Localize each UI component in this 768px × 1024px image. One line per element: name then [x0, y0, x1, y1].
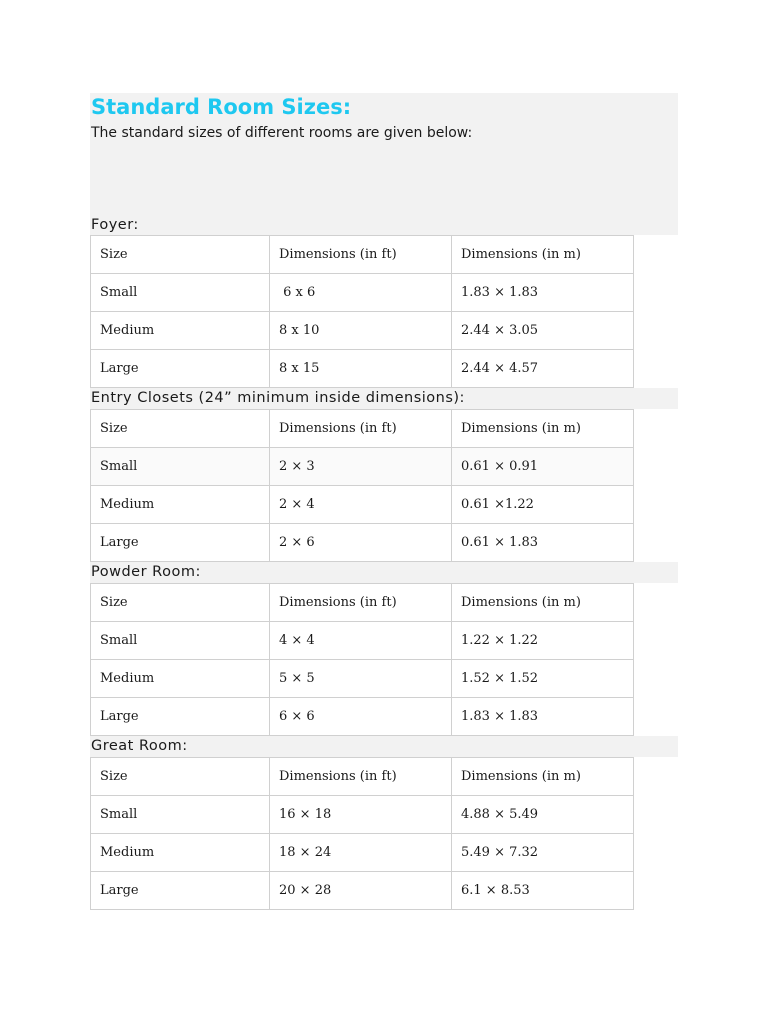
- table-cell: 4.88 × 5.49: [452, 796, 634, 834]
- table-header-row: [91, 236, 634, 274]
- table-row: [91, 448, 634, 486]
- table-cell: 1.52 × 1.52: [452, 660, 634, 698]
- table-cell: 1.22 × 1.22: [452, 622, 634, 660]
- table-cell: 0.61 × 0.91: [452, 448, 634, 486]
- section-heading-foyer: Foyer:: [91, 217, 139, 233]
- table-cell: Large: [91, 872, 270, 910]
- table-cell: 5.49 × 7.32: [452, 834, 634, 872]
- table-cell: 6 × 6: [270, 698, 452, 736]
- page-title: Standard Room Sizes:: [91, 95, 352, 119]
- table-row: [91, 698, 634, 736]
- table-cell: Small: [91, 448, 270, 486]
- table-row: [91, 350, 634, 388]
- section-heading-powder-room: Powder Room:: [90, 562, 678, 583]
- table-cell: Large: [91, 524, 270, 562]
- table-cell: 2 × 3: [270, 448, 452, 486]
- table-row: [91, 312, 634, 350]
- table-row: [91, 796, 634, 834]
- table-cell: Medium: [91, 312, 270, 350]
- table-cell: 2.44 × 4.57: [452, 350, 634, 388]
- table-cell: 5 × 5: [270, 660, 452, 698]
- table-cell: Small: [91, 274, 270, 312]
- table-header-row: [91, 410, 634, 448]
- table-cell: 2 × 4: [270, 486, 452, 524]
- table-cell: 8 x 15: [270, 350, 452, 388]
- table-row: [91, 486, 634, 524]
- table-row: [91, 660, 634, 698]
- intro-band: [90, 93, 678, 235]
- table-cell: 0.61 × 1.83: [452, 524, 634, 562]
- table-cell: 20 × 28: [270, 872, 452, 910]
- header-cell-size: Size: [91, 236, 270, 274]
- table-cell: 18 × 24: [270, 834, 452, 872]
- table-cell: 1.83 × 1.83: [452, 274, 634, 312]
- table-row: [91, 524, 634, 562]
- table-cell: 2.44 × 3.05: [452, 312, 634, 350]
- header-cell-m: Dimensions (in m): [452, 758, 634, 796]
- header-cell-size: Size: [91, 410, 270, 448]
- table-row: [91, 274, 634, 312]
- table-cell: 2 × 6: [270, 524, 452, 562]
- section-heading-great-room: Great Room:: [90, 736, 678, 757]
- table-great-room: [90, 757, 634, 910]
- header-cell-ft: Dimensions (in ft): [270, 584, 452, 622]
- intro-text: The standard sizes of different rooms are given below:: [91, 125, 473, 141]
- table-header-row: [91, 584, 634, 622]
- table-row: [91, 834, 634, 872]
- table-cell: 0.61 ×1.22: [452, 486, 634, 524]
- table-cell: 4 × 4: [270, 622, 452, 660]
- header-cell-m: Dimensions (in m): [452, 236, 634, 274]
- table-header-row: [91, 758, 634, 796]
- header-cell-m: Dimensions (in m): [452, 584, 634, 622]
- table-cell: Medium: [91, 834, 270, 872]
- table-cell: 8 x 10: [270, 312, 452, 350]
- table-cell: 1.83 × 1.83: [452, 698, 634, 736]
- table-powder-room: [90, 583, 634, 736]
- table-cell: 6.1 × 8.53: [452, 872, 634, 910]
- header-cell-ft: Dimensions (in ft): [270, 236, 452, 274]
- table-entry-closets: [90, 409, 634, 562]
- table-cell: Small: [91, 622, 270, 660]
- section-heading-entry-closets: Entry Closets (24” minimum inside dimensions):: [90, 388, 678, 409]
- table-cell: Small: [91, 796, 270, 834]
- table-row: [91, 622, 634, 660]
- table-row: [91, 872, 634, 910]
- header-cell-ft: Dimensions (in ft): [270, 410, 452, 448]
- header-cell-ft: Dimensions (in ft): [270, 758, 452, 796]
- header-cell-size: Size: [91, 584, 270, 622]
- table-cell: Large: [91, 350, 270, 388]
- header-cell-m: Dimensions (in m): [452, 410, 634, 448]
- table-foyer: [90, 235, 634, 388]
- document-page: [90, 93, 678, 910]
- header-cell-size: Size: [91, 758, 270, 796]
- table-cell: 16 × 18: [270, 796, 452, 834]
- table-cell: Large: [91, 698, 270, 736]
- table-cell: Medium: [91, 486, 270, 524]
- table-cell: 6 x 6: [270, 274, 452, 312]
- table-cell: Medium: [91, 660, 270, 698]
